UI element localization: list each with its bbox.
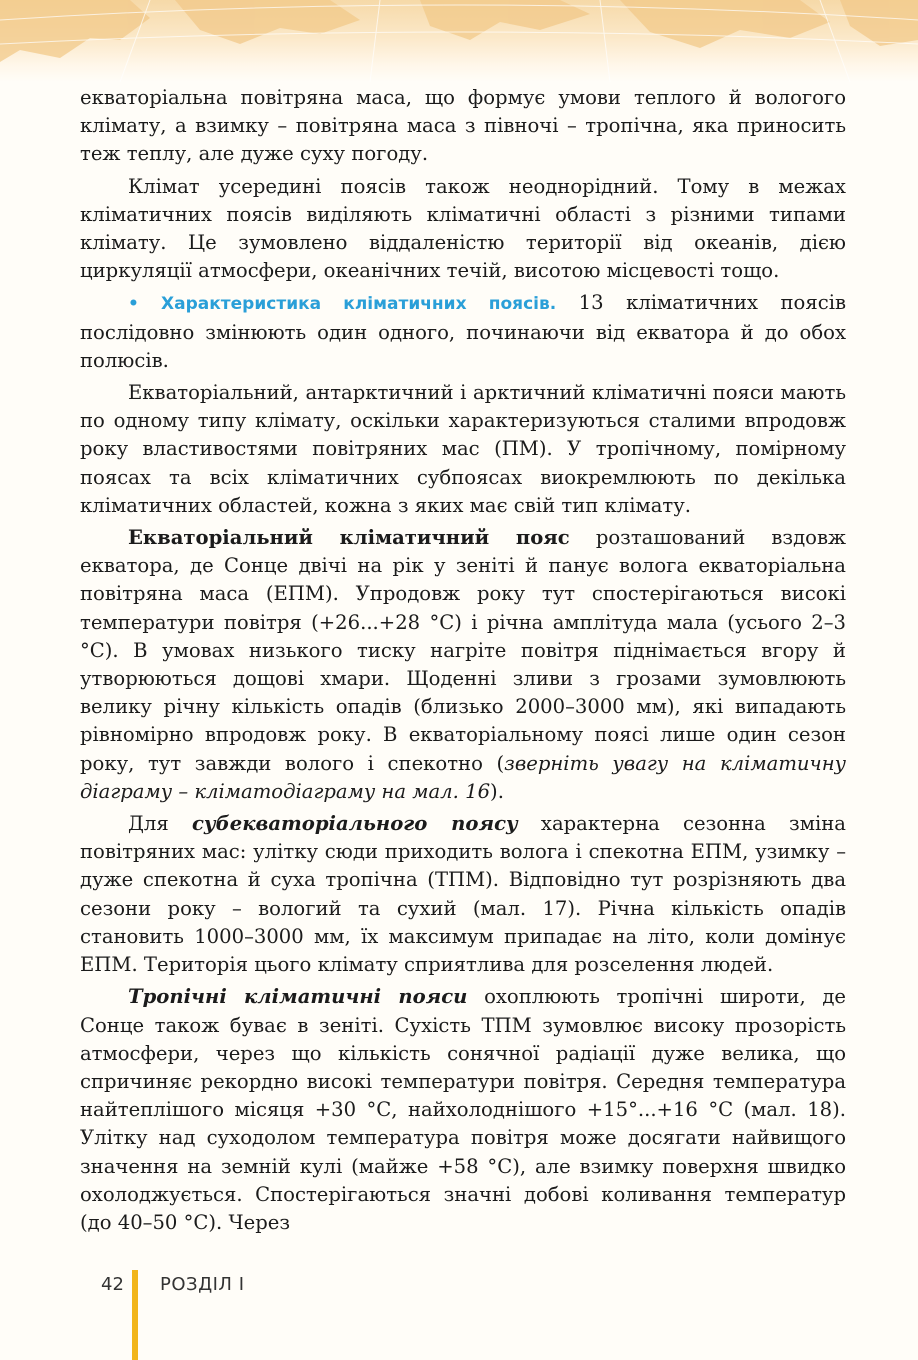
paragraph-text: характерна сезонна зміна повітряних мас: улітку сюди приходить волога і спекотна ЕПМ, узимку – дуже спекотна й суха тропічна (ТПМ). Відповідно тут розрізняють два сезони року – вологий та сухий (мал. 17). Річна кількість опадів становить 1000–3000 мм, їх максимум припадає на літо, коли домінує ЕПМ. Територія цього клімату сприятлива для розселення людей. — [80, 812, 846, 977]
paragraph-text: 13 кліматичних поясів послідовно змінюють один одного, починаючи від екватора й до обох полюсів. — [80, 291, 846, 372]
paragraph-text: Екваторіальний, антарктичний і арктичний кліматичні пояси мають по одному типу клімату, оскільки характеризуються сталими впродовж року властивостями повітряних мас (ПМ). У тропічному, помірному поясах та всіх кліматичних субпоясах виокремлюють по декілька кліматичних областей, кожна з яких має свій тип клімату. — [80, 381, 846, 517]
paragraph — [80, 173, 846, 286]
section-label: РОЗДІЛ І — [160, 1274, 245, 1295]
paragraph — [80, 84, 846, 169]
paragraph-text: розташований вздовж екватора, де Сонце двічі на рік у зеніті й панує волога екваторіальна повітряна маса (ЕПМ). Упродовж року тут спостерігаються високі температури повітря (+26...+28 °С) і річна амплітуда мала (усього 2–3 °С). В умовах низького тиску нагріте повітря піднімається вгору й утворюються дощові хмари. Щоденні зливи з грозами зумовлюють велику річну кількість опадів (близько 2000–3000 мм), які випадають рівномірно впродовж року. В екваторіальному поясі лише один сезон року, тут завжди волого і спекотно ( — [80, 526, 847, 775]
header-map-banner — [0, 0, 918, 82]
paragraph — [80, 810, 846, 979]
page-footer — [0, 1270, 918, 1360]
paragraph — [80, 379, 846, 520]
body-text — [80, 84, 846, 1241]
footer-accent-bar — [132, 1270, 138, 1360]
paragraph — [80, 524, 846, 806]
page-number: 42 — [101, 1274, 124, 1295]
section-subheading: • Характеристика кліматичних поясів. — [128, 294, 557, 315]
paragraph-text: субекваторіального поясу — [191, 812, 518, 836]
paragraph — [80, 289, 846, 375]
paragraph-text: охоплюють тропічні широти, де Сонце також буває в зеніті. Сухість ТПМ зумовлює високу прозорість атмосфери, через що кількість сонячної радіації дуже велика, що спричиняє рекордно високі температури повітря. Середня температура найтеплішого місяця +30 °С, найхолоднішого +15°...+16 °С (мал. 18). Улітку над суходолом температура повітря може досягати найвищого значення на земній кулі (майже +58 °С), але взимку поверхня швидко охолоджується. Спостерігаються значні добові коливання температур (до 40–50 °С). Через — [80, 985, 846, 1234]
paragraph-text: екваторіальна повітряна маса, що формує умови теплого й вологого клімату, а взимку – повітряна маса з півночі – тропічна, яка приносить теж теплу, але дуже суху погоду. — [80, 86, 846, 166]
paragraph — [80, 983, 846, 1237]
paragraph-text: Для — [128, 812, 192, 836]
paragraph-text: Тропічні кліматичні пояси — [128, 985, 468, 1009]
paragraph-text: ). — [490, 779, 504, 803]
world-map-decoration — [0, 0, 918, 82]
paragraph-text: Екваторіальний кліматичний пояс — [128, 526, 570, 550]
paragraph-text: зверніть увагу на кліматичну діаграму – кліматодіаграму на мал. 16 — [80, 751, 846, 803]
paragraph-text: Клімат усередині поясів також неоднорідний. Тому в межах кліматичних поясів виділяють кліматичні області з різними типами клімату. Це зумовлено віддаленістю території від океанів, дією циркуляції атмосфери, океанічних течій, висотою місцевості тощо. — [80, 174, 846, 283]
